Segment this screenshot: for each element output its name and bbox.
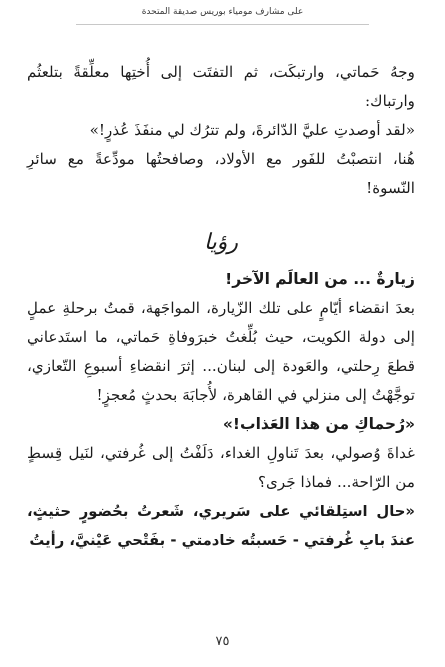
top-text-block: [27, 58, 415, 203]
section-text-block: [27, 265, 415, 555]
quote-paragraph: «لقد أوصدتِ عليَّ الدّائرةَ، ولم تترُك لي منفَذَ عُذرٍ!»: [89, 121, 415, 139]
section-decorative-title: رؤيا: [203, 230, 239, 255]
section-subheading: «رُحماكِ من هذا العَذاب!»: [222, 415, 415, 433]
running-header: على مشارف مومياء بوريس صديقة المتحدة: [141, 7, 304, 17]
section-heading: زيارةٌ ... من العالَم الآخر!: [225, 270, 415, 288]
paragraph: وجهُ حَماتي، وارتبكَت، ثم التفتَت إلى أُختِها معلِّقةً بتلعثُم وارتباك:: [27, 63, 415, 110]
paragraph: غداةَ وُصولي، بعدَ تَناولِ الغداء، دَلَفْتُ إلى غُرفتي، لنَيل قِسطٍ من الرّاحة... فماذا جَرى؟: [27, 444, 415, 491]
bold-quote-paragraph: «حال استِلقائي على سَريري، شَعرتُ بحُضورٍ حثيثٍ، عندَ بابِ غُرفتي - حَسبتُه خادمتي - بفَتْحي عَيْنيَّ، رأيتُ: [27, 503, 415, 549]
header-divider: [76, 24, 369, 25]
paragraph: بعدَ انقضاء أيّامٍ على تلك الزّيارة، المواجَهة، قمتُ برحلةِ عملٍ إلى دولة الكويت، حيث بُلِّغتُ خبرَوفاةِ حَماتي، ما استَدعاني قطعَ رِحلتي، والعَودة إلى لبنان... إثرَ انقضاءِ أسبوعِ التّعازي، توجَّهْتُ إلى منزلي في القاهرة، لأُجابَهَ بحدثٍ مُعجزٍ!: [27, 299, 415, 404]
page-number: ٧٥: [215, 634, 230, 649]
paragraph: هُنا، انتصبْتُ للفَور مع الأولاد، وصافحتُها مودِّعةً مع سائرِ النّسوة!: [27, 150, 415, 197]
